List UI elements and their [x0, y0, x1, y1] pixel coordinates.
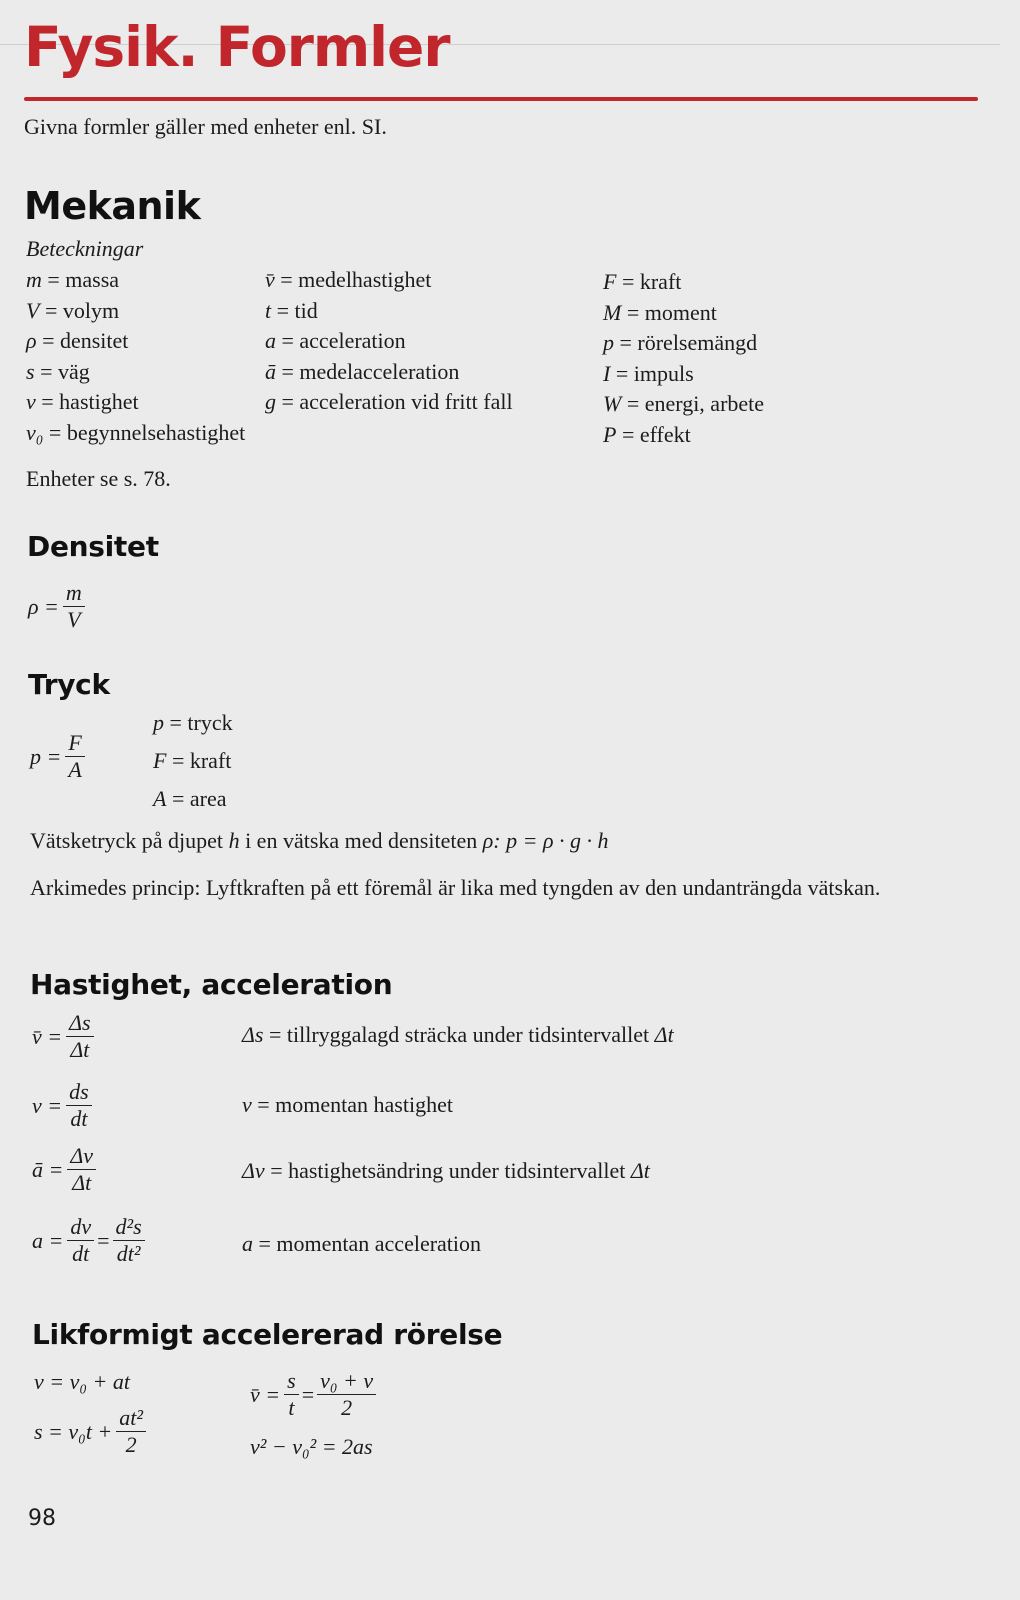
desc-mean-acceleration: Δv = hastighetsändring under tidsintervallet Δt [242, 1158, 650, 1183]
section-heading-tryck: Tryck [28, 668, 110, 701]
notation-item: W = energi, arbete [603, 391, 765, 416]
notation-column-1 [26, 265, 245, 448]
section-heading-densitet: Densitet [27, 530, 159, 563]
formula-velocity-distance: v² − v₀² = 2as [250, 1434, 373, 1459]
section-heading-hastighet: Hastighet, acceleration [30, 968, 393, 1001]
notation-item: m = massa [26, 267, 120, 292]
density-formula: ρ = $\frac{m}{V}$ [28, 580, 85, 634]
intro-text: Givna formler gäller med enheter enl. SI. [24, 114, 387, 139]
title-divider [24, 97, 978, 101]
desc-instant-acceleration: a = momentan acceleration [242, 1231, 482, 1256]
units-note: Enheter se s. 78. [26, 466, 171, 491]
notation-item: p = rörelsemängd [603, 330, 758, 355]
section-heading-mekanik: Mekanik [24, 184, 201, 228]
subheading-beteckningar: Beteckningar [26, 236, 144, 261]
notation-column-2 [265, 265, 513, 418]
notation-item: v = hastighet [26, 389, 139, 414]
section-heading-likformigt: Likformigt accelererad rörelse [32, 1318, 503, 1351]
notation-item: s = väg [26, 358, 90, 384]
archimedes-principle: Arkimedes princip: Lyftkraften på ett föremål är lika med tyngden av den undanträngda vätskan. [30, 875, 881, 900]
notation-item: v̄ = medelhastighet [265, 267, 432, 292]
formula-instant-acceleration: a = $\frac{dv}{dt}$ = $\frac{\text{d²s}}{\text{dt²}}$ [32, 1214, 145, 1268]
notation-item: a = acceleration [265, 328, 406, 353]
notation-item: v₀ = begynnelsehastighet [26, 419, 246, 445]
formula-instant-velocity: v = $\frac{ds}{dt}$ [32, 1079, 92, 1133]
formula-mean-velocity-uniform: v̄ = $\frac{s}{t}$ = $\frac{\text{v₀ + v}}{2}$ [250, 1368, 376, 1422]
pressure-formula: p = $\frac{F}{A}$ [30, 730, 85, 784]
notation-item: t = tid [265, 297, 318, 323]
desc-instant-velocity: v = momentan hastighet [242, 1092, 453, 1117]
definition-item: F = kraft [153, 748, 232, 773]
pressure-definitions [153, 704, 233, 818]
formula-mean-acceleration: ā = $\frac{\Delta v}{\Delta t}$ [32, 1143, 96, 1197]
notation-item: V = volym [26, 297, 120, 323]
notation-item: F = kraft [603, 269, 682, 294]
formula-velocity-time: v = v₀ + at [34, 1369, 130, 1394]
formula-mean-velocity: v̄ = $\frac{\Delta s}{\Delta t}$ [32, 1010, 94, 1064]
notation-column-3 [603, 267, 764, 450]
definition-item: A = area [153, 786, 227, 811]
page-number: 98 [28, 1506, 56, 1531]
notation-item: M = moment [603, 299, 717, 325]
definition-item: p = tryck [153, 710, 233, 735]
desc-mean-velocity: Δs = tillryggalagd sträcka under tidsintervallet Δt [242, 1022, 674, 1047]
notation-item: P = effekt [603, 421, 691, 447]
notation-item: ρ = densitet [26, 328, 129, 353]
notation-item: g = acceleration vid fritt fall [265, 389, 513, 414]
fluid-pressure-text: Vätsketryck på djupet h i en vätska med densiteten ρ: p = ρ · g · h [30, 828, 609, 853]
page-title: Fysik. Formler [24, 15, 450, 79]
formula-distance-time: s = v₀t + $\frac{\text{at²}}{2}$ [34, 1405, 146, 1459]
notation-item: ā = medelacceleration [265, 358, 460, 384]
notation-item: I = impuls [603, 360, 694, 386]
